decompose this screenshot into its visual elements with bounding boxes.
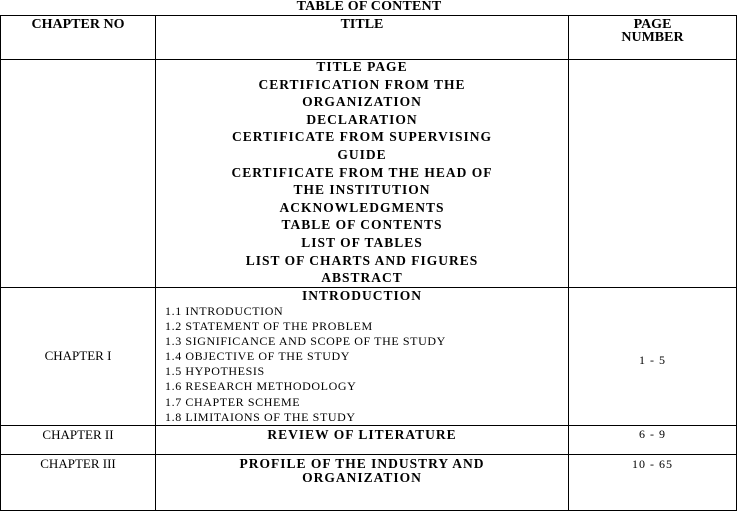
front-matter-item: LIST OF TABLES bbox=[301, 234, 423, 250]
section-item: 1.8 LIMITAIONS OF THE STUDY bbox=[165, 409, 356, 424]
chapter1-label: CHAPTER I bbox=[44, 348, 112, 363]
front-matter-item: THE INSTITUTION bbox=[293, 182, 431, 198]
header-page-line2: NUMBER bbox=[621, 30, 684, 45]
front-matter-item: ORGANIZATION bbox=[302, 94, 422, 110]
section-item: 1.5 HYPOTHESIS bbox=[165, 364, 265, 379]
chapter3-title-line2: ORGANIZATION bbox=[302, 470, 422, 485]
front-matter-item: GUIDE bbox=[337, 146, 387, 162]
section-item: 1.1 INTRODUCTION bbox=[165, 304, 284, 318]
chapter3-title-line1: PROFILE OF THE INDUSTRY AND bbox=[239, 456, 485, 471]
header-page-number bbox=[569, 18, 736, 44]
chapter1-row-divider bbox=[0, 425, 737, 426]
section-item: 1.6 RESEARCH METHODOLOGY bbox=[165, 379, 357, 394]
front-matter-item: LIST OF CHARTS AND FIGURES bbox=[245, 252, 479, 268]
table-bottom-border bbox=[0, 510, 737, 511]
header-page-line1: PAGE bbox=[633, 17, 672, 32]
front-matter-item: CERTIFICATION FROM THE bbox=[258, 76, 466, 92]
chapter3-title bbox=[156, 457, 568, 485]
section-item: 1.4 OBJECTIVE OF THE STUDY bbox=[165, 349, 351, 364]
front-matter-item: CERTIFICATE FROM THE HEAD OF bbox=[231, 164, 493, 180]
front-matter-item: ACKNOWLEDGMENTS bbox=[279, 199, 445, 215]
chapter2-pages: 6 - 9 bbox=[639, 427, 666, 441]
front-matter-item: DECLARATION bbox=[306, 111, 418, 127]
document-title: TABLE OF CONTENT bbox=[296, 0, 442, 14]
table-right-border bbox=[736, 15, 737, 510]
chapter2-row-divider bbox=[0, 454, 737, 455]
chapter2-label: CHAPTER II bbox=[42, 427, 114, 442]
front-matter-item: TITLE PAGE bbox=[316, 59, 408, 74]
front-matter-list bbox=[157, 58, 567, 287]
chapter1-pages: 1 - 5 bbox=[639, 353, 666, 367]
header-chapter-no: CHAPTER NO bbox=[31, 17, 125, 32]
section-item: 1.3 SIGNIFICANCE AND SCOPE OF THE STUDY bbox=[165, 334, 446, 349]
front-matter-item: TABLE OF CONTENTS bbox=[281, 217, 443, 233]
front-matter-item: CERTIFICATE FROM SUPERVISING bbox=[231, 129, 493, 145]
table-top-border bbox=[0, 15, 737, 16]
front-matter-item: ABSTRACT bbox=[321, 270, 403, 286]
chapter3-pages: 10 - 65 bbox=[632, 457, 673, 471]
chapter1-heading: INTRODUCTION bbox=[301, 288, 422, 303]
section-item: 1.7 CHAPTER SCHEME bbox=[165, 394, 301, 409]
chapter1-section-list bbox=[165, 304, 446, 425]
header-title: TITLE bbox=[340, 17, 384, 32]
section-item: 1.2 STATEMENT OF THE PROBLEM bbox=[165, 319, 373, 334]
chapter3-label: CHAPTER III bbox=[40, 456, 116, 471]
chapter2-title: REVIEW OF LITERATURE bbox=[267, 427, 457, 442]
